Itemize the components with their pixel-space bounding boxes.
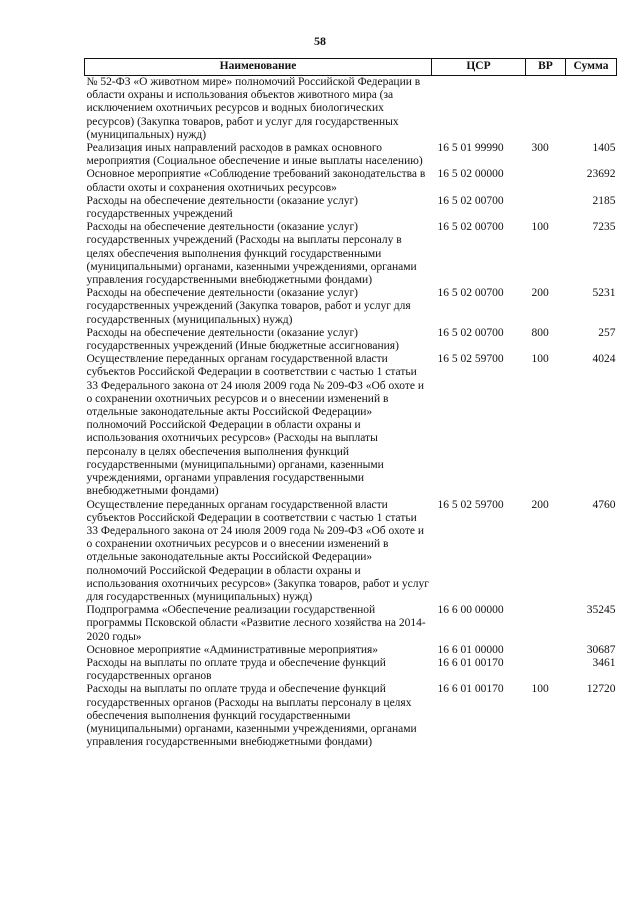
cell-vr bbox=[526, 604, 566, 644]
cell-csr: 16 6 01 00170 bbox=[437, 683, 504, 696]
cell-csr: 16 6 01 00170 bbox=[437, 656, 504, 669]
cell-name: Расходы на обеспечение деятельности (оказание услуг) государственных учреждений (Расходы на выплаты персоналу в целях обеспечения выполнения функций государственными (муниципальными) органами, казенными учреждениями, органами управления государственными внебюджетными фондами) bbox=[86, 221, 417, 287]
table-row bbox=[85, 644, 617, 657]
table-row bbox=[85, 76, 617, 143]
cell-name: Осуществление переданных органам государственной власти субъектов Российской Федерации в соответствии с частью 1 статьи 33 Федерального закона от 24 июля 2009 года № 209-ФЗ «Об охоте и о сохранении охотничьих ресурсов и о внесении изменений в отдельные законодательные акты Российской Федерации» полномочий Российской Федерации в области охраны и использования охотничьих ресурсов» (Расходы на выплаты персоналу в целях обеспечения выполнения функций государственными (муниципальными) органами, казенными учреждениями, органами управления государственными внебюджетными фондами) bbox=[86, 353, 425, 498]
cell-vr: 100 bbox=[531, 353, 549, 366]
cell-name: Осуществление переданных органам государственной власти субъектов Российской Федерации в соответствии с частью 1 статьи 33 Федерального закона от 24 июля 2009 года № 209-ФЗ «Об охоте и о сохранении охотничьих ресурсов и о внесении изменений в отдельные законодательные акты Российской Федерации» полномочий Российской Федерации в области охраны и использования охотничьих ресурсов» (Закупка товаров, работ и услуг для государственных (муниципальных) нужд) bbox=[86, 498, 429, 603]
cell-csr: 16 5 01 99990 bbox=[437, 142, 504, 155]
cell-vr: 300 bbox=[531, 142, 549, 155]
cell-sum: 12720 bbox=[586, 683, 616, 696]
table-row bbox=[85, 221, 617, 287]
table-row bbox=[85, 683, 617, 749]
table-row bbox=[85, 142, 617, 168]
cell-vr: 200 bbox=[531, 287, 549, 300]
cell-name: Расходы на обеспечение деятельности (оказание услуг) государственных учреждений (Закупка товаров, работ и услуг для государственных (муниципальных) нужд) bbox=[86, 287, 411, 326]
cell-vr bbox=[526, 76, 566, 143]
cell-csr: 16 5 02 00000 bbox=[437, 168, 504, 181]
table-row bbox=[85, 657, 617, 683]
table-row bbox=[85, 499, 617, 605]
cell-sum: 2185 bbox=[592, 194, 616, 207]
cell-csr: 16 6 00 00000 bbox=[437, 604, 504, 617]
cell-csr: 16 5 02 00700 bbox=[437, 194, 504, 207]
cell-vr bbox=[526, 195, 566, 221]
cell-vr bbox=[526, 168, 566, 194]
table-row bbox=[85, 353, 617, 498]
cell-csr: 16 5 02 59700 bbox=[437, 353, 504, 366]
cell-csr bbox=[432, 76, 526, 143]
table-row bbox=[85, 604, 617, 644]
page-number: 58 bbox=[314, 34, 326, 48]
cell-csr: 16 5 02 00700 bbox=[437, 287, 504, 300]
cell-csr: 16 5 02 59700 bbox=[437, 498, 504, 511]
cell-sum: 1405 bbox=[592, 142, 616, 155]
cell-csr: 16 5 02 00700 bbox=[437, 221, 504, 234]
cell-name: Подпрограмма «Обеспечение реализации государственной программы Псковской области «Развитие лесного хозяйства на 2014-2020 годы» bbox=[86, 604, 426, 643]
table-row bbox=[85, 195, 617, 221]
cell-vr: 100 bbox=[531, 683, 549, 696]
cell-sum: 30687 bbox=[586, 643, 616, 656]
cell-sum: 4760 bbox=[592, 498, 616, 511]
cell-vr bbox=[526, 657, 566, 683]
cell-vr: 100 bbox=[531, 221, 549, 234]
cell-name: Расходы на выплаты по оплате труда и обеспечение функций государственных органов bbox=[86, 656, 386, 683]
table-row bbox=[85, 168, 617, 194]
cell-vr: 200 bbox=[531, 498, 549, 511]
cell-name: Реализация иных направлений расходов в рамках основного мероприятия (Социальное обеспечение и иные выплаты населению) bbox=[86, 142, 423, 168]
cell-sum bbox=[566, 76, 617, 143]
cell-csr: 16 5 02 00700 bbox=[437, 326, 504, 339]
cell-sum: 23692 bbox=[586, 168, 616, 181]
cell-name: Расходы на обеспечение деятельности (оказание услуг) государственных учреждений (Иные бюджетные ассигнования) bbox=[86, 326, 399, 353]
header-csr: ЦСР bbox=[432, 59, 526, 76]
table-row bbox=[85, 327, 617, 353]
cell-csr: 16 6 01 00000 bbox=[437, 643, 504, 656]
header-sum: Сумма bbox=[566, 59, 617, 76]
header-vr: ВР bbox=[526, 59, 566, 76]
header-name: Наименование bbox=[85, 59, 432, 76]
cell-sum: 35245 bbox=[586, 604, 616, 617]
cell-sum: 257 bbox=[598, 326, 616, 339]
cell-vr bbox=[526, 644, 566, 657]
cell-name: Расходы на выплаты по оплате труда и обеспечение функций государственных органов (Расходы на выплаты персоналу в целях обеспечения выполнения функций государственными (муниципальными) органами, казенными учреждениями, органами управления государственными внебюджетными фондами) bbox=[86, 683, 417, 749]
cell-sum: 7235 bbox=[592, 221, 616, 234]
cell-sum: 4024 bbox=[592, 353, 616, 366]
cell-sum: 3461 bbox=[592, 656, 616, 669]
cell-vr: 800 bbox=[531, 326, 549, 339]
table-row bbox=[85, 287, 617, 327]
cell-name: Основное мероприятие «Административные мероприятия» bbox=[86, 643, 379, 656]
cell-name: Расходы на обеспечение деятельности (оказание услуг) государственных учреждений bbox=[86, 194, 358, 221]
cell-name: Основное мероприятие «Соблюдение требований законодательства в области охоты и сохранения охотничьих ресурсов» bbox=[86, 168, 426, 194]
table-header-row bbox=[85, 59, 617, 76]
cell-sum: 5231 bbox=[592, 287, 616, 300]
cell-name: № 52-ФЗ «О животном мире» полномочий Российской Федерации в области охраны и использования объектов животного мира (за исключением охотничьих ресурсов и водных биологических ресурсов) (Закупка товаров, работ и услуг для государственных (муниципальных) нужд) bbox=[86, 76, 421, 141]
budget-table bbox=[84, 58, 617, 749]
